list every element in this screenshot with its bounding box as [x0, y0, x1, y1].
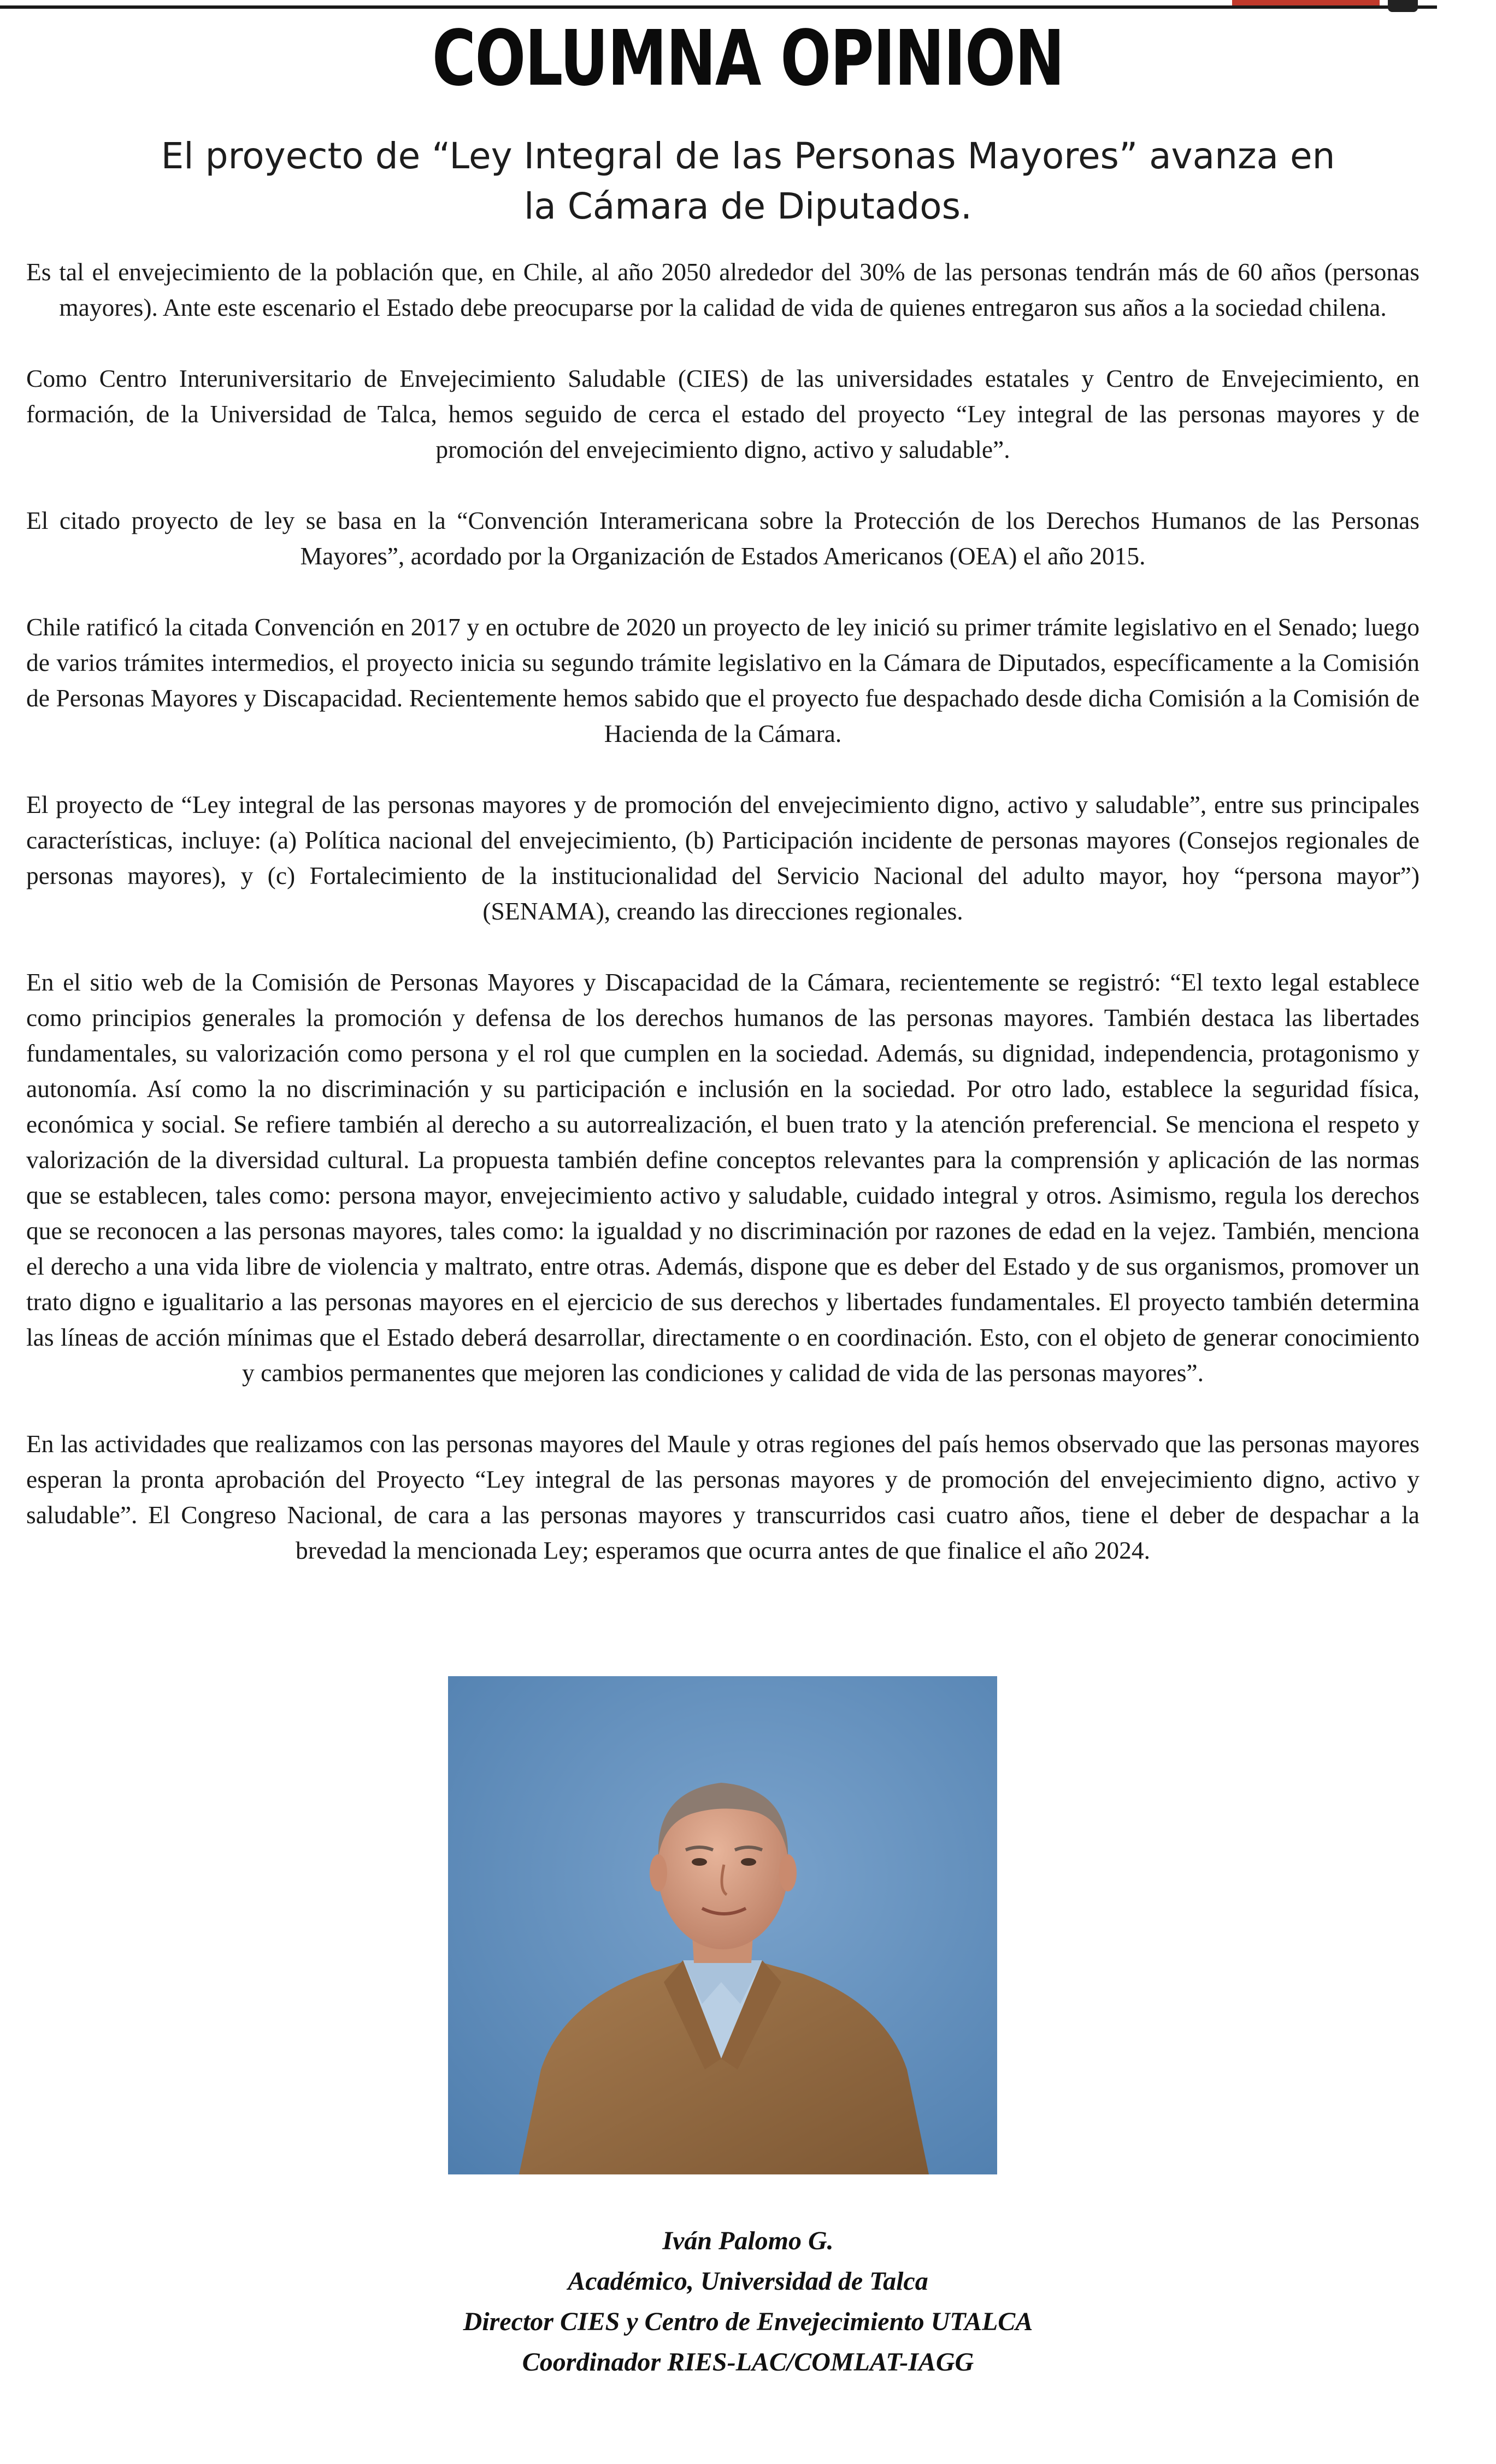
paragraph-4: Chile ratificó la citada Convención en 2017 y en octubre de 2020 un proyecto de ley inició su primer trámite legislativo en el Senado; luego de varios trámites intermedios, el proyecto inicia su segundo trámite legislativo en la Cámara de Diputados, específicamente a la Comisión de Personas Mayores y Discapacidad. Recientemente hemos sabido que el proyecto fue despachado desde dicha Comisión a la Comisión de Hacienda de la Cámara. [26, 613, 1420, 747]
author-network: Coordinador RIES-LAC/COMLAT-IAGG [522, 2348, 974, 2377]
author-name: Iván Palomo G. [662, 2226, 834, 2255]
article-headline [109, 131, 1387, 232]
headline-line-1: El proyecto de “Ley Integral de las Personas Mayores” avanza en [161, 135, 1335, 177]
top-rule [0, 5, 1437, 9]
article-body [26, 254, 1420, 1604]
paragraph-7: En las actividades que realizamos con las personas mayores del Maule y otras regiones del país hemos observado que las personas mayores esperan la pronta aprobación del Proyecto “Ley integral de las personas mayores y de promoción del envejecimiento digno, activo y saludable”. El Congreso Nacional, de cara a las personas mayores y transcurridos casi cuatro años, tiene el deber de despachar a la brevedad la mencionada Ley; esperamos que ocurra antes de que finalice el año 2024. [26, 1430, 1420, 1564]
paragraph-1: Es tal el envejecimiento de la población que, en Chile, al año 2050 alrededor del 30% de las personas tendrán más de 60 años (personas mayores). Ante este escenario el Estado debe preocuparse por la calidad de vida de quienes entregaron sus años a la sociedad chilena. [26, 258, 1420, 321]
headline-line-2: la Cámara de Diputados. [524, 185, 972, 227]
author-position: Académico, Universidad de Talca [568, 2267, 928, 2296]
page-number-tab [1388, 0, 1418, 12]
top-accent-bar [1232, 0, 1380, 5]
paragraph-2: Como Centro Interuniversitario de Envejecimiento Saludable (CIES) de las universidades estatales y Centro de Envejecimiento, en formación, de la Universidad de Talca, hemos seguido de cerca el estado del proyecto “Ley integral de las personas mayores y de promoción del envejecimiento digno, activo y saludable”. [26, 364, 1420, 463]
author-role: Director CIES y Centro de Envejecimiento UTALCA [463, 2307, 1033, 2336]
paragraph-6: En el sitio web de la Comisión de Personas Mayores y Discapacidad de la Cámara, recientemente se registró: “El texto legal establece como principios generales la promoción y defensa de los derechos humanos de las personas mayores. También destaca las libertades fundamentales, su valorización como persona y el rol que cumplen en la sociedad. Además, su dignidad, independencia, protagonismo y autonomía. Así como la no discriminación y su participación e inclusión en la sociedad. Por otro lado, establece la seguridad física, económica y social. Se refiere también al derecho a su autorrealización, el buen trato y la atención preferencial. Se menciona el respeto y valorización de la diversidad cultural. La propuesta también define conceptos relevantes para la comprensión y aplicación de las normas que se establecen, tales como: persona mayor, envejecimiento activo y saludable, cuidado integral y otros. Asimismo, regula los derechos que se reconocen a las personas mayores, tales como: la igualdad y no discriminación por razones de edad en la vejez. También, menciona el derecho a una vida libre de violencia y maltrato, entre otras. Además, dispone que es deber del Estado y de sus organismos, promover un trato digno e igualitario a las personas mayores en el ejercicio de sus derechos y libertades fundamentales. El proyecto también determina las líneas de acción mínimas que el Estado deberá desarrollar, directamente o en coordinación. Esto, con el objeto de generar conocimiento y cambios permanentes que mejoren las condiciones y calidad de vida de las personas mayores”. [26, 968, 1420, 1387]
author-signature [0, 2221, 1496, 2383]
author-photo [448, 1676, 997, 2174]
paragraph-5: El proyecto de “Ley integral de las personas mayores y de promoción del envejecimiento digno, activo y saludable”, entre sus principales características, incluye: (a) Política nacional del envejecimiento, (b) Participación incidente de personas mayores (Consejos regionales de personas mayores), y (c) Fortalecimiento de la institucionalidad del Servicio Nacional del adulto mayor, hoy “persona mayor”) (SENAMA), creando las direcciones regionales. [26, 791, 1420, 925]
section-title: COLUMNA OPINION [432, 14, 1064, 103]
paragraph-3: El citado proyecto de ley se basa en la “Convención Interamericana sobre la Protección de los Derechos Humanos de las Personas Mayores”, acordado por la Organización de Estados Americanos (OEA) el año 2015. [26, 506, 1420, 570]
